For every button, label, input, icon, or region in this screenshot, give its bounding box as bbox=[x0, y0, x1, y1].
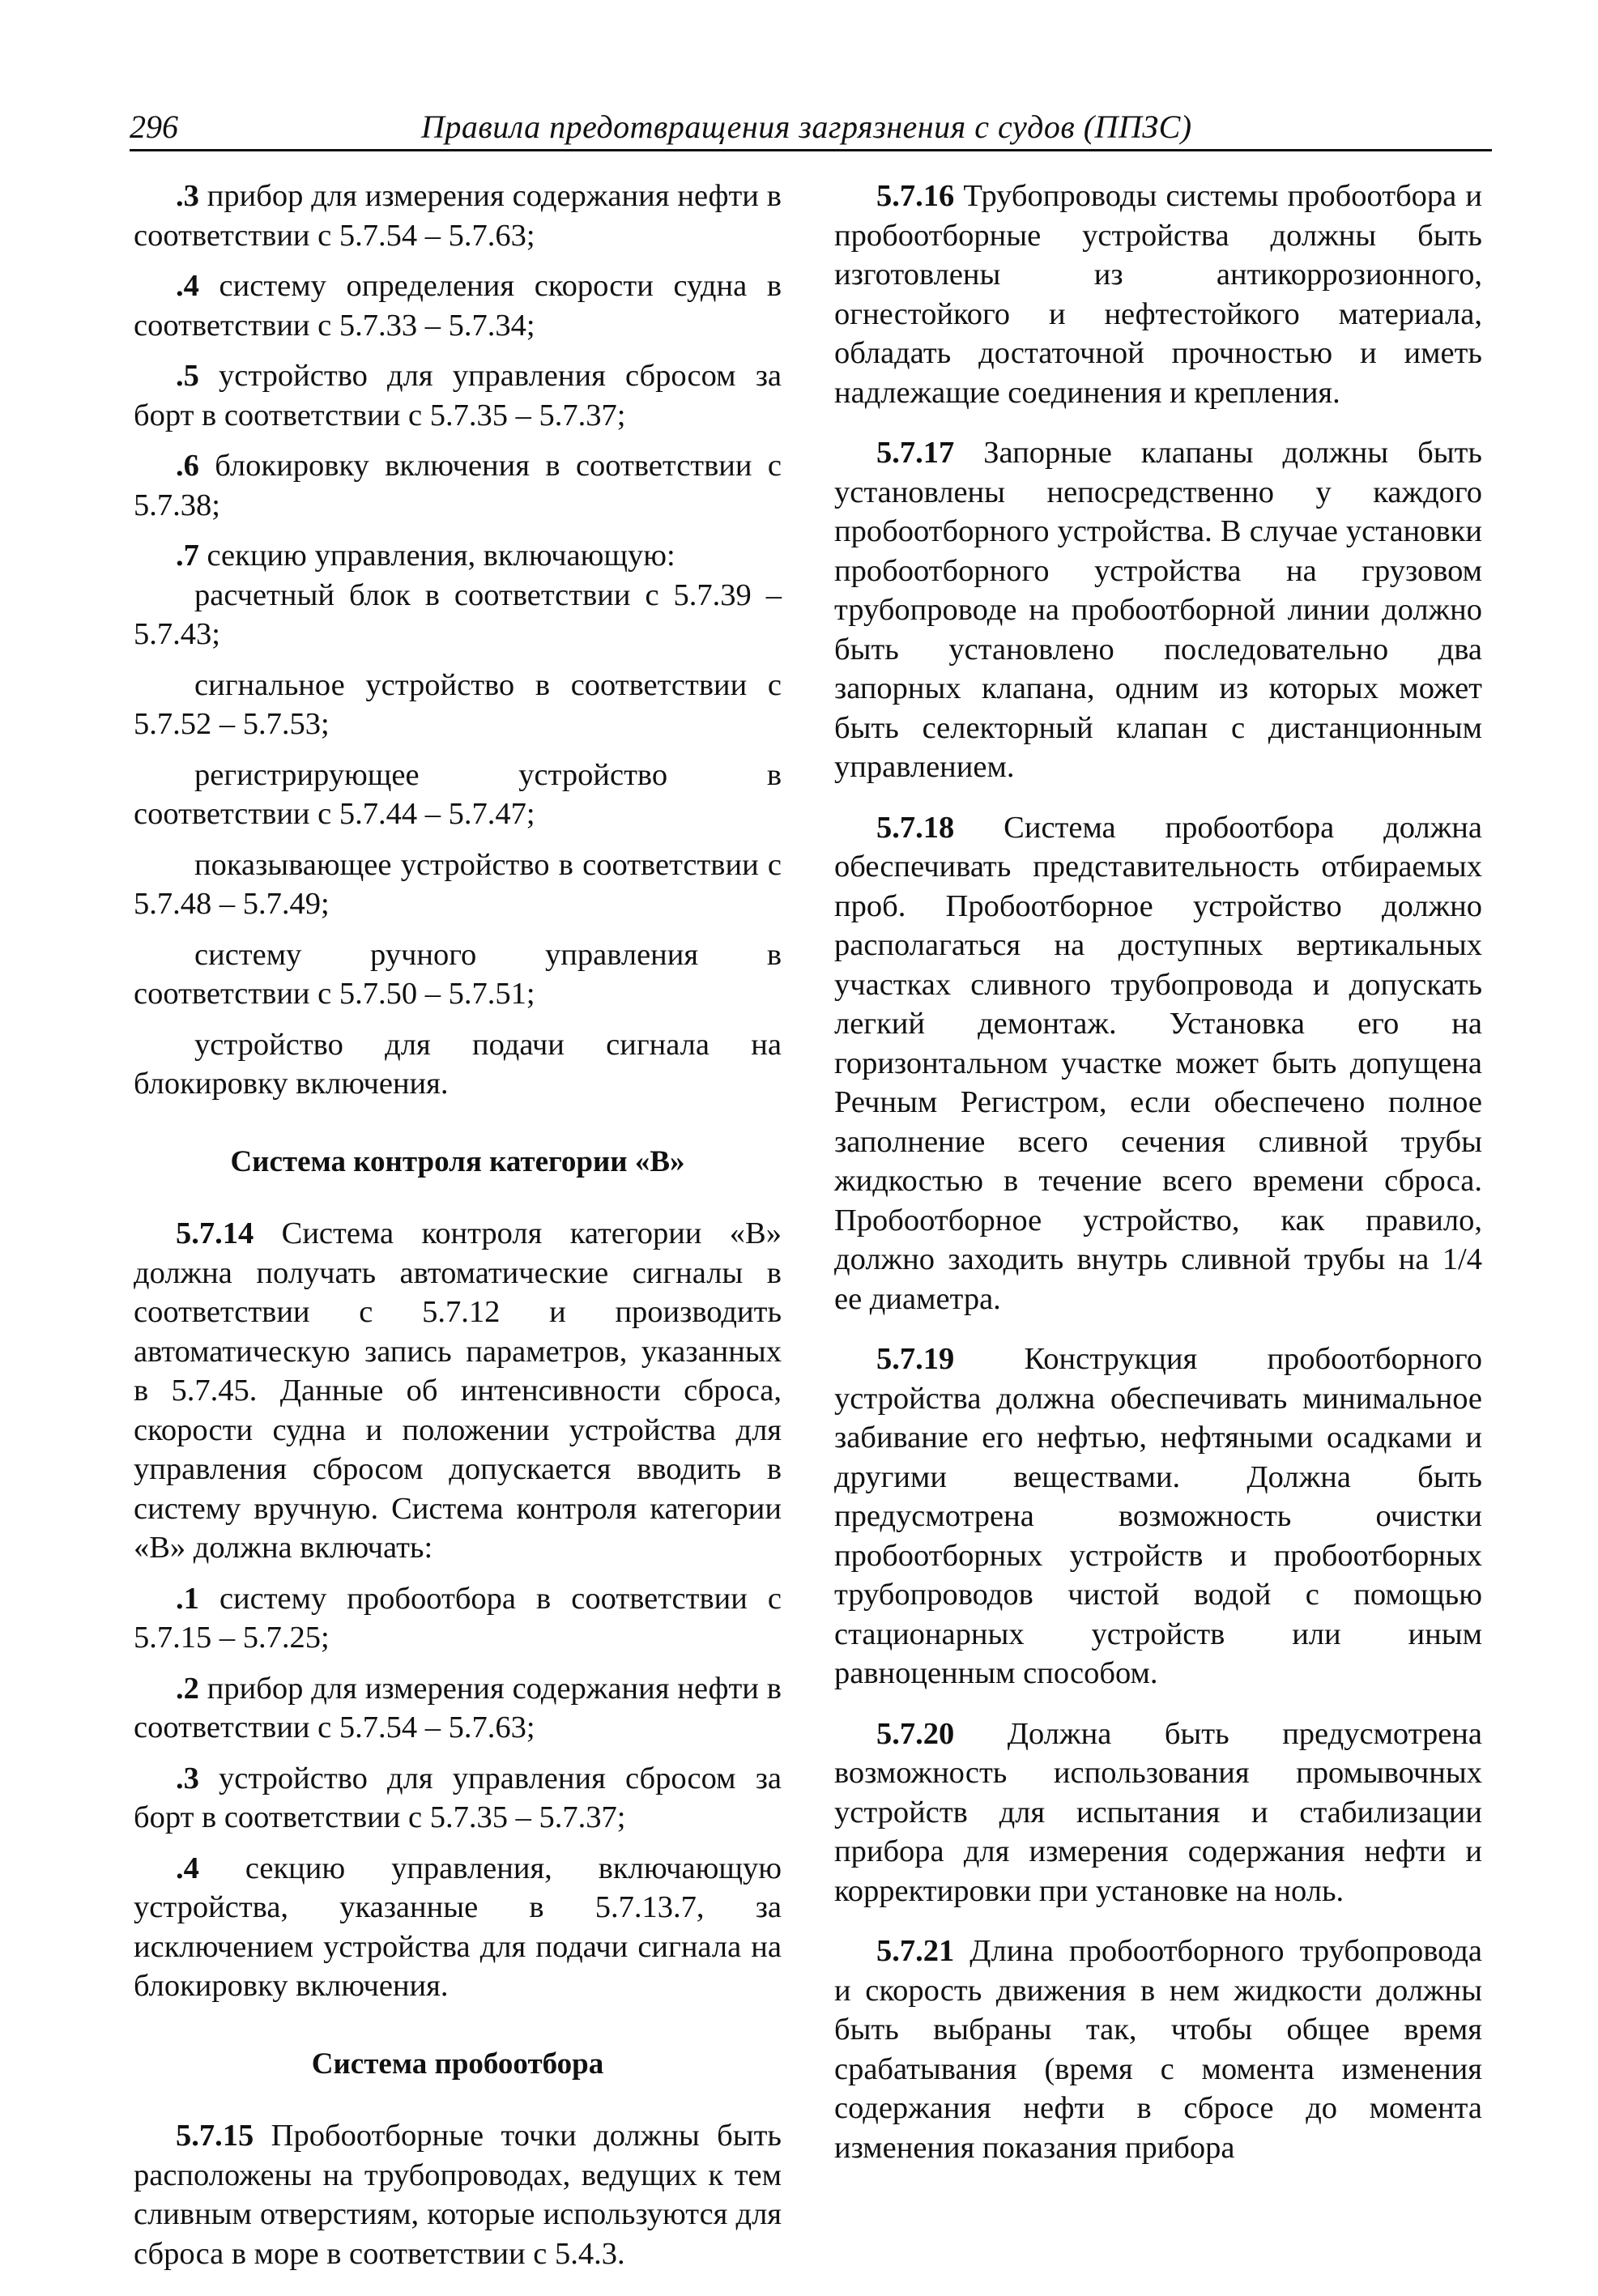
list-item: .3 устройство для управления сбросом за борт в соответствии с 5.7.35 – 5.7.37; bbox=[134, 1761, 782, 1834]
sub-item: сигнальное устройство в соответствии с 5.7.52 – 5.7.53; bbox=[134, 667, 782, 741]
list-item: .6 блокировку включения в соответствии с 5.7.38; bbox=[134, 449, 782, 522]
list-item: .5 устройство для управления сбросом за борт в соответствии с 5.7.35 – 5.7.37; bbox=[134, 359, 782, 432]
page-header bbox=[130, 110, 1492, 151]
section-heading-sampling: Система пробоотбора bbox=[311, 2047, 604, 2081]
paragraph-5-7-21: 5.7.21 Длина пробоотборного трубопровода и скорость движения в нем жидкости должны быть выбраны так, чтобы общее время срабатывания (время с момента изменения содержания нефти в сбросе до момента изменения показания прибора bbox=[834, 1934, 1482, 2165]
sub-item: расчетный блок в соответствии с 5.7.39 – 5.7.43; bbox=[134, 577, 782, 651]
sub-item: регистрирующее устройство в соответствии с 5.7.44 – 5.7.47; bbox=[134, 757, 782, 831]
list-item: .2 прибор для измерения содержания нефти в соответствии с 5.7.54 – 5.7.63; bbox=[134, 1671, 782, 1744]
list-item: .7 секцию управления, включающую: bbox=[176, 539, 675, 573]
page-number: 296 bbox=[130, 109, 178, 145]
section-heading-category-b: Система контроля категории «В» bbox=[230, 1144, 685, 1178]
running-title: Правила предотвращения загрязнения с судов (ППЗС) bbox=[421, 109, 1192, 145]
sub-item: устройство для подачи сигнала на блокировку включения. bbox=[134, 1027, 782, 1101]
paragraph-5-7-20: 5.7.20 Должна быть предусмотрена возможность использования промывочных устройств для испытания и стабилизации прибора для измерения содержания нефти и корректировки при установке на ноль. bbox=[834, 1716, 1482, 1908]
paragraph-5-7-14: 5.7.14 Система контроля категории «В» должна получать автоматические сигналы в соответствии с 5.7.12 и производить автоматическую запись параметров, указанных в 5.7.45. Данные об интенсивности сброса, скорости судна и положении устройства для управления сбросом допускается вводить в систему вручную. Система контроля категории «В» должна включать: bbox=[134, 1216, 782, 1565]
paragraph-5-7-19: 5.7.19 Конструкция пробоотборного устройства должна обеспечивать минимальное забивание его нефтью, нефтяными осадками и другими веществами. Должна быть предусмотрена возможность очистки пробоотборных устройств и пробоотборных трубопроводов чистой водой с помощью стационарных устройств или иным равноценным способом. bbox=[834, 1342, 1482, 1690]
left-column bbox=[134, 177, 782, 2273]
sub-item: систему ручного управления в соответствии с 5.7.50 – 5.7.51; bbox=[134, 937, 782, 1011]
list-item: .4 систему определения скорости судна в соответствии с 5.7.33 – 5.7.34; bbox=[134, 269, 782, 343]
list-item: .1 систему пробоотбора в соответствии с 5.7.15 – 5.7.25; bbox=[134, 1581, 782, 1655]
paragraph-5-7-16: 5.7.16 Трубопроводы системы пробоотбора и пробоотборные устройства должны быть изготовлены из антикоррозионного, огнестойкого и нефтестойкого материала, обладать достаточной прочностью и иметь надлежащие соединения и крепления. bbox=[834, 179, 1482, 410]
paragraph-5-7-17: 5.7.17 Запорные клапаны должны быть установлены непосредственно у каждого пробоотборного устройства. В случае установки пробоотборного устройства на грузовом трубопроводе на пробоотборной линии должно быть установлено последовательно два запорных клапана, одним из которых может быть селекторный клапан с дистанционным управлением. bbox=[834, 436, 1482, 784]
list-item: .4 секцию управления, включающую устройства, указанные в 5.7.13.7, за исключением устройства для подачи сигнала на блокировку включения. bbox=[134, 1851, 782, 2003]
paragraph-5-7-18: 5.7.18 Система пробоотбора должна обеспечивать представительность отбираемых проб. Пробоотборное устройство должно располагаться на доступных вертикальных участках сливного трубопровода и допускать легкий демонтаж. Установка его на горизонтальном участке может быть допущена Речным Регистром, если обеспечено полное заполнение всего сечения сливной трубы жидкостью в течение всего времени сброса. Пробоотборное устройство, как правило, должно заходить внутрь сливной трубы на 1/4 ее диаметра. bbox=[834, 810, 1482, 1316]
sub-item: показывающее устройство в соответствии с 5.7.48 – 5.7.49; bbox=[134, 847, 782, 921]
list-item: .3 прибор для измерения содержания нефти в соответствии с 5.7.54 – 5.7.63; bbox=[134, 179, 782, 253]
right-column bbox=[834, 177, 1482, 2167]
paragraph-5-7-15: 5.7.15 Пробоотборные точки должны быть расположены на трубопроводах, ведущих к тем сливным отверстиям, которые используются для сброса в море в соответствии с 5.4.3. bbox=[134, 2119, 782, 2271]
